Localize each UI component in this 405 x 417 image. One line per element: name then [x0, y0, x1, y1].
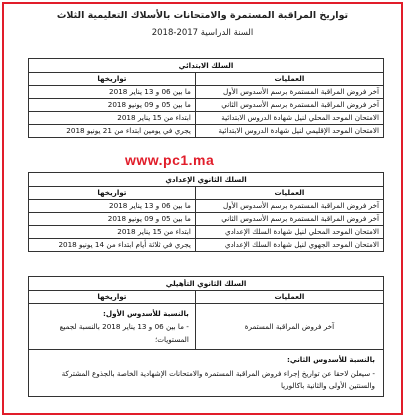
section-title: السلك الابتدائي	[29, 59, 384, 73]
table-row	[29, 86, 384, 99]
date-cell: ما بين 06 و 13 يناير 2018	[29, 86, 196, 99]
second-period-title: بالنسبة للأسدوس الثاني:	[286, 355, 375, 364]
table-row	[29, 213, 384, 226]
column-header-operations: العمليات	[195, 73, 383, 86]
section-title: السلك الثانوي التأهيلي	[29, 277, 384, 291]
table-row	[29, 304, 384, 350]
school-year: السنة الدراسية 2017-2018	[151, 28, 254, 38]
operation-cell: الامتحان الموحد الإقليمي لنيل شهادة الدروس الابتدائية	[195, 125, 383, 138]
table-row	[29, 226, 384, 239]
column-header-dates: تواريخها	[29, 291, 196, 304]
first-period-line: المستويات؛	[154, 335, 189, 344]
column-header-operations: العمليات	[195, 291, 383, 304]
date-cell: ما بين 05 و 09 يونيو 2018	[29, 99, 196, 112]
high-school-table	[28, 276, 384, 397]
first-period-line: - ما بين 06 و 13 يناير 2018 بالنسبة لجميع	[59, 322, 189, 331]
date-cell: ابتداء من 15 يناير 2018	[29, 112, 196, 125]
date-cell: يجري في ثلاثة أيام ابتداء من 14 يونيو 2018	[29, 239, 196, 252]
table-row	[29, 112, 384, 125]
primary-table	[28, 58, 384, 138]
operation-cell: الامتحان الموحد الجهوي لنيل شهادة السلك الإعدادي	[195, 239, 383, 252]
operation-cell: الامتحان الموحد المحلي لنيل شهادة السلك الإعدادي	[195, 226, 383, 239]
section-title: السلك الثانوي الإعدادي	[29, 173, 384, 187]
second-period-line: والسنتين الأولى والثانية باكالوريا	[280, 381, 375, 390]
date-cell: ما بين 05 و 09 يونيو 2018	[29, 213, 196, 226]
second-period-line: - سيعلن لاحقا عن تواريخ إجراء فروض المراقبة المستمرة والامتحانات الإشهادية الخاصة بالجذوع المشتركة	[61, 369, 375, 378]
middle-school-table	[28, 172, 384, 252]
date-cell: يجري في يومين ابتداء من 21 يونيو 2018	[29, 125, 196, 138]
date-cell: ابتداء من 15 يناير 2018	[29, 226, 196, 239]
table-row	[29, 200, 384, 213]
page-title: تواريخ المراقبة المستمرة والامتحانات بالأسلاك التعليمية الثلاث	[56, 10, 349, 21]
date-cell: ما بين 06 و 13 يناير 2018	[29, 200, 196, 213]
operation-cell: آخر فروض المراقبة المستمرة برسم الأسدوس الأول	[195, 200, 383, 213]
operation-cell: آخر فروض المراقبة المستمرة برسم الأسدوس الثاني	[195, 213, 383, 226]
column-header-operations: العمليات	[195, 187, 383, 200]
table-row	[29, 99, 384, 112]
operation-cell: الامتحان الموحد المحلي لنيل شهادة الدروس الابتدائية	[195, 112, 383, 125]
operation-cell: آخر فروض المراقبة المستمرة برسم الأسدوس الأول	[195, 86, 383, 99]
column-header-dates: تواريخها	[29, 187, 196, 200]
table-row	[29, 125, 384, 138]
site-watermark: www.pc1.ma	[125, 152, 215, 168]
operation-cell: آخر فروض المراقبة المستمرة	[195, 304, 383, 350]
first-period-cell	[29, 304, 196, 350]
table-row	[29, 239, 384, 252]
operation-cell: آخر فروض المراقبة المستمرة برسم الأسدوس الثاني	[195, 99, 383, 112]
second-period-cell	[29, 350, 384, 397]
column-header-dates: تواريخها	[29, 73, 196, 86]
first-period-title: بالنسبة للأسدوس الأول:	[103, 309, 189, 318]
